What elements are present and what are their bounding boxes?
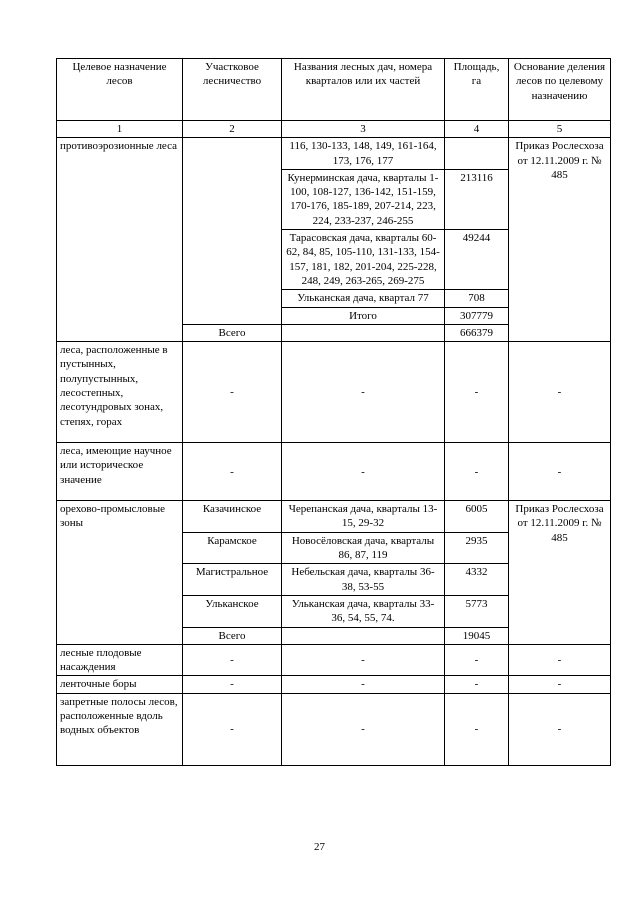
area-cell: 2935 xyxy=(445,532,509,564)
table-row xyxy=(57,676,611,693)
purpose-cell: лесные плодовые насаждения xyxy=(57,644,183,676)
dash-cell: - xyxy=(509,676,611,693)
purpose-cell: противоэрозионные леса xyxy=(57,138,183,342)
dash-cell: - xyxy=(183,676,282,693)
dash-cell: - xyxy=(282,693,445,765)
column-number: 5 xyxy=(509,121,611,138)
dash-cell: - xyxy=(509,443,611,501)
table-row xyxy=(57,693,611,765)
area-cell: 213116 xyxy=(445,169,509,229)
forestry-cell: Магистральное xyxy=(183,564,282,596)
dash-cell: - xyxy=(282,676,445,693)
names-cell: Новосёловская дача, кварталы 86, 87, 119 xyxy=(282,532,445,564)
column-number: 2 xyxy=(183,121,282,138)
names-cell: Кунерминская дача, кварталы 1-100, 108-127, 136-142, 151-159, 170-176, 185-189, 207-214, 223, 224, 233-237, 246-255 xyxy=(282,169,445,229)
header-purpose: Целевое назначение лесов xyxy=(57,59,183,121)
forest-purpose-table xyxy=(56,58,611,766)
column-number: 1 xyxy=(57,121,183,138)
names-cell: Черепанская дача, кварталы 13-15, 29-32 xyxy=(282,501,445,533)
dash-cell: - xyxy=(445,644,509,676)
forestry-cell xyxy=(183,138,282,325)
header-basis: Основание деления лесов по целевому назначению xyxy=(509,59,611,121)
area-cell: 6005 xyxy=(445,501,509,533)
names-cell: Небельская дача, кварталы 36-38, 53-55 xyxy=(282,564,445,596)
total-area: 19045 xyxy=(445,627,509,644)
dash-cell: - xyxy=(445,693,509,765)
names-cell: 116, 130-133, 148, 149, 161-164, 173, 176, 177 xyxy=(282,138,445,170)
table-row xyxy=(57,138,611,170)
basis-cell: Приказ Рослесхоза от 12.11.2009 г. № 485 xyxy=(509,138,611,342)
purpose-cell: запретные полосы лесов, расположенные вдоль водных объектов xyxy=(57,693,183,765)
names-cell xyxy=(282,627,445,644)
area-cell: 4332 xyxy=(445,564,509,596)
header-row xyxy=(57,59,611,121)
table-row xyxy=(57,644,611,676)
forestry-cell: Ульканское xyxy=(183,595,282,627)
area-cell xyxy=(445,138,509,170)
basis-cell: Приказ Рослесхоза от 12.11.2009 г. № 485 xyxy=(509,501,611,645)
table-row xyxy=(57,501,611,533)
page-number: 27 xyxy=(314,841,325,853)
table-row xyxy=(57,342,611,443)
total-label: Всего xyxy=(183,627,282,644)
names-cell: Тарасовская дача, кварталы 60-62, 84, 85, 105-110, 131-133, 154-157, 181, 182, 201-204, 225-228, 248, 249, 263-265, 269-275 xyxy=(282,230,445,290)
column-number: 4 xyxy=(445,121,509,138)
dash-cell: - xyxy=(445,342,509,443)
dash-cell: - xyxy=(183,693,282,765)
subtotal-label: Итого xyxy=(282,307,445,324)
header-area: Площадь, га xyxy=(445,59,509,121)
names-cell xyxy=(282,324,445,341)
area-cell: 708 xyxy=(445,290,509,307)
dash-cell: - xyxy=(445,443,509,501)
subtotal-area: 307779 xyxy=(445,307,509,324)
dash-cell: - xyxy=(509,693,611,765)
header-forestry: Участковое лесничество xyxy=(183,59,282,121)
forestry-cell: Казачинское xyxy=(183,501,282,533)
header-names: Названия лесных дач, номера кварталов или их частей xyxy=(282,59,445,121)
dash-cell: - xyxy=(282,342,445,443)
names-cell: Ульканская дача, квартал 77 xyxy=(282,290,445,307)
dash-cell: - xyxy=(282,644,445,676)
dash-cell: - xyxy=(183,443,282,501)
purpose-cell: ленточные боры xyxy=(57,676,183,693)
dash-cell: - xyxy=(183,644,282,676)
area-cell: 49244 xyxy=(445,230,509,290)
dash-cell: - xyxy=(282,443,445,501)
forestry-cell: Карамское xyxy=(183,532,282,564)
column-number-row xyxy=(57,121,611,138)
dash-cell: - xyxy=(445,676,509,693)
area-cell: 5773 xyxy=(445,595,509,627)
dash-cell: - xyxy=(509,342,611,443)
column-number: 3 xyxy=(282,121,445,138)
purpose-cell: орехово-промысловые зоны xyxy=(57,501,183,645)
dash-cell: - xyxy=(509,644,611,676)
total-label: Всего xyxy=(183,324,282,341)
purpose-cell: леса, расположенные в пустынных, полупустынных, лесостепных, лесотундровых зонах, степях, горах xyxy=(57,342,183,443)
dash-cell: - xyxy=(183,342,282,443)
names-cell: Ульканская дача, кварталы 33-36, 54, 55, 74. xyxy=(282,595,445,627)
table-row xyxy=(57,443,611,501)
total-area: 666379 xyxy=(445,324,509,341)
purpose-cell: леса, имеющие научное или историческое значение xyxy=(57,443,183,501)
